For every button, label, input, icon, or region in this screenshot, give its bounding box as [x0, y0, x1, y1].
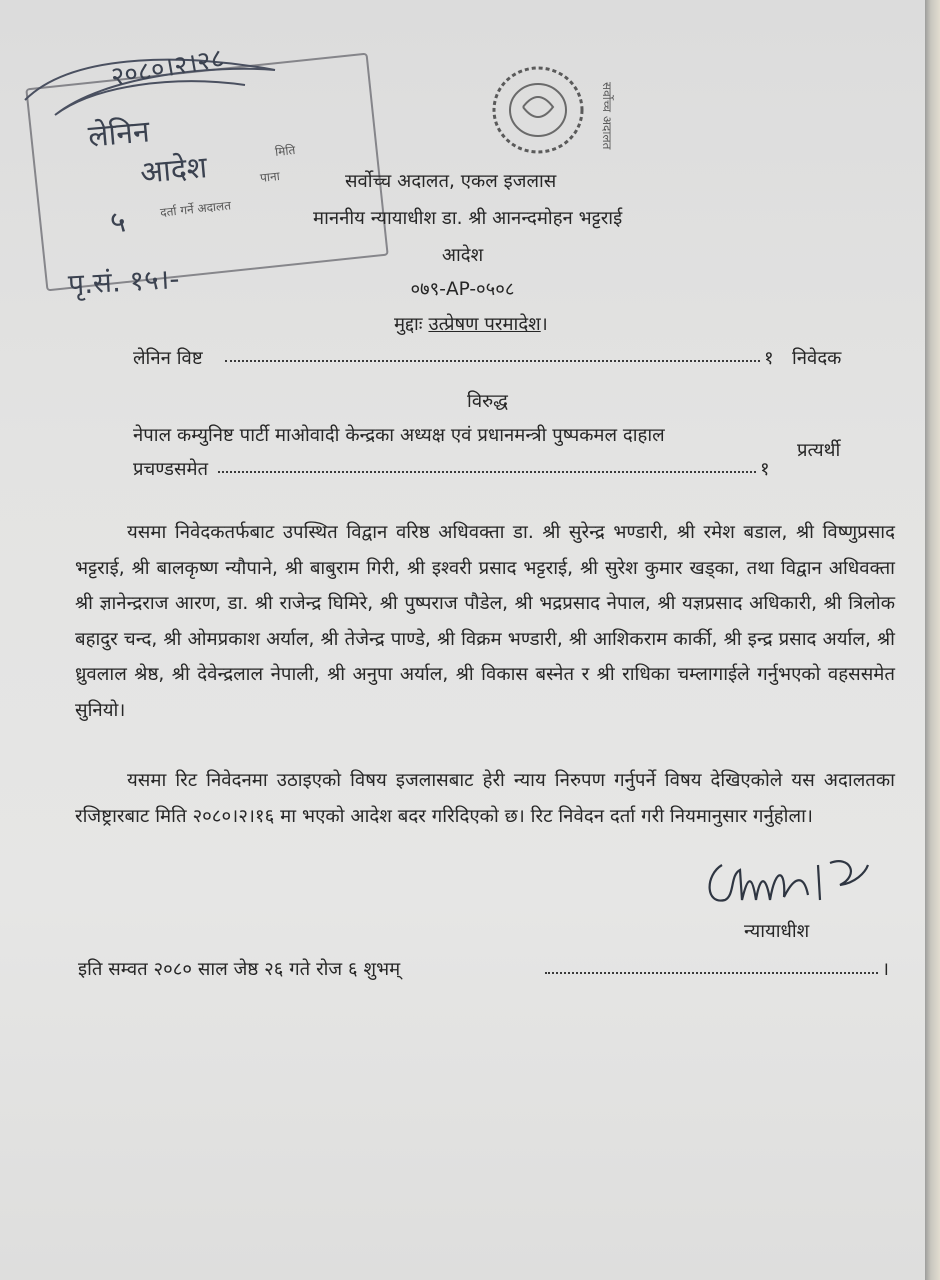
- stamp-handwritten-name: लेनिन: [86, 114, 152, 155]
- subject-value: उत्प्रेषण परमादेश: [428, 314, 541, 335]
- respondent-count: १: [760, 459, 770, 480]
- court-seal-text: सर्वोच्च अदालत: [600, 82, 614, 150]
- versus-label: विरुद्ध: [467, 391, 508, 412]
- case-subject: [394, 311, 548, 336]
- case-number: ०७९-AP-०५०८: [410, 279, 515, 300]
- page-title: आदेश: [441, 245, 484, 266]
- signature-role: न्यायाधीश: [744, 921, 810, 942]
- court-name: सर्वोच्च अदालत, एकल इजलास: [345, 171, 557, 192]
- judge-name: माननीय न्यायाधीश डा. श्री आनन्दमोहन भट्टराई: [313, 208, 623, 229]
- date-line: इति सम्वत २०८० साल जेष्ठ २६ गते रोज ६ शुभम्: [78, 959, 401, 980]
- respondent-line-2: प्रचण्डसमेत: [133, 459, 209, 480]
- petitioner-count: १: [764, 348, 774, 369]
- stamp-handwritten-page: पृ.सं. १५।-: [67, 262, 181, 301]
- stamp-handwritten-date: २०८०।२।२८: [108, 43, 227, 93]
- petitioner-role: निवेदक: [792, 348, 842, 369]
- court-seal-icon: [478, 52, 648, 167]
- dotted-leader: [225, 360, 760, 362]
- subject-end: ।: [540, 314, 548, 335]
- stamp-handwritten-order: आदेश: [138, 150, 209, 191]
- stamp-handwritten-number: ५: [108, 204, 128, 241]
- respondent-role: प्रत्यर्थी: [797, 440, 841, 461]
- date-line-end: ।: [882, 959, 890, 980]
- subject-label: मुद्दाः: [394, 314, 423, 335]
- dotted-leader: [545, 972, 878, 974]
- stamp-printed-text: मिति: [274, 142, 296, 160]
- petitioner-name: लेनिन विष्ट: [133, 348, 203, 369]
- order-paragraph-1: यसमा निवेदकतर्फबाट उपस्थित विद्वान वरिष्ठ अधिवक्ता डा. श्री सुरेन्द्र भण्डारी, श्री रमेश बडाल, श्री विष्णुप्रसाद भट्टराई, श्री बालकृष्ण न्यौपाने, श्री बाबुराम गिरी, श्री इश्वरी प्रसाद भट्टराई, श्री सुरेश कुमार खड्का, तथा विद्वान अधिवक्ता श्री ज्ञानेन्द्रराज आरण, डा. श्री राजेन्द्र घिमिरे, श्री पुष्पराज पौडेल, श्री भद्रप्रसाद नेपाल, श्री यज्ञप्रसाद अधिकारी, श्री त्रिलोक बहादुर चन्द, श्री ओमप्रकाश अर्याल, श्री तेजेन्द्र पाण्डे, श्री विक्रम भण्डारी, श्री आशिकराम कार्की, श्री इन्द्र प्रसाद अर्याल, श्री ध्रुवलाल श्रेष्ठ, श्री देवेन्द्रलाल नेपाली, श्री अनुपा अर्याल, श्री विकास बस्नेत र श्री राधिका चम्लागाईले गर्नुभएको वहससमेत सुनियो।: [75, 522, 895, 721]
- dotted-leader: [218, 471, 756, 473]
- judge-signature: [700, 845, 875, 915]
- page-edge: [925, 0, 940, 1280]
- stamp-printed-text: दर्ता गर्ने अदालत: [159, 198, 232, 220]
- respondent-line-1: नेपाल कम्युनिष्ट पार्टी माओवादी केन्द्रका अध्यक्ष एवं प्रधानमन्त्री पुष्पकमल दाहाल: [133, 425, 665, 446]
- stamp-printed-text: पाना: [259, 169, 281, 185]
- order-paragraph-2: यसमा रिट निवेदनमा उठाइएको विषय इजलासबाट हेरी न्याय निरुपण गर्नुपर्ने विषय देखिएकोले यस अदालतका रजिष्ट्रारबाट मिति २०८०।२।१६ मा भएको आदेश बदर गरिदिएको छ। रिट निवेदन दर्ता गरी नियमानुसार गर्नुहोला।: [75, 770, 895, 827]
